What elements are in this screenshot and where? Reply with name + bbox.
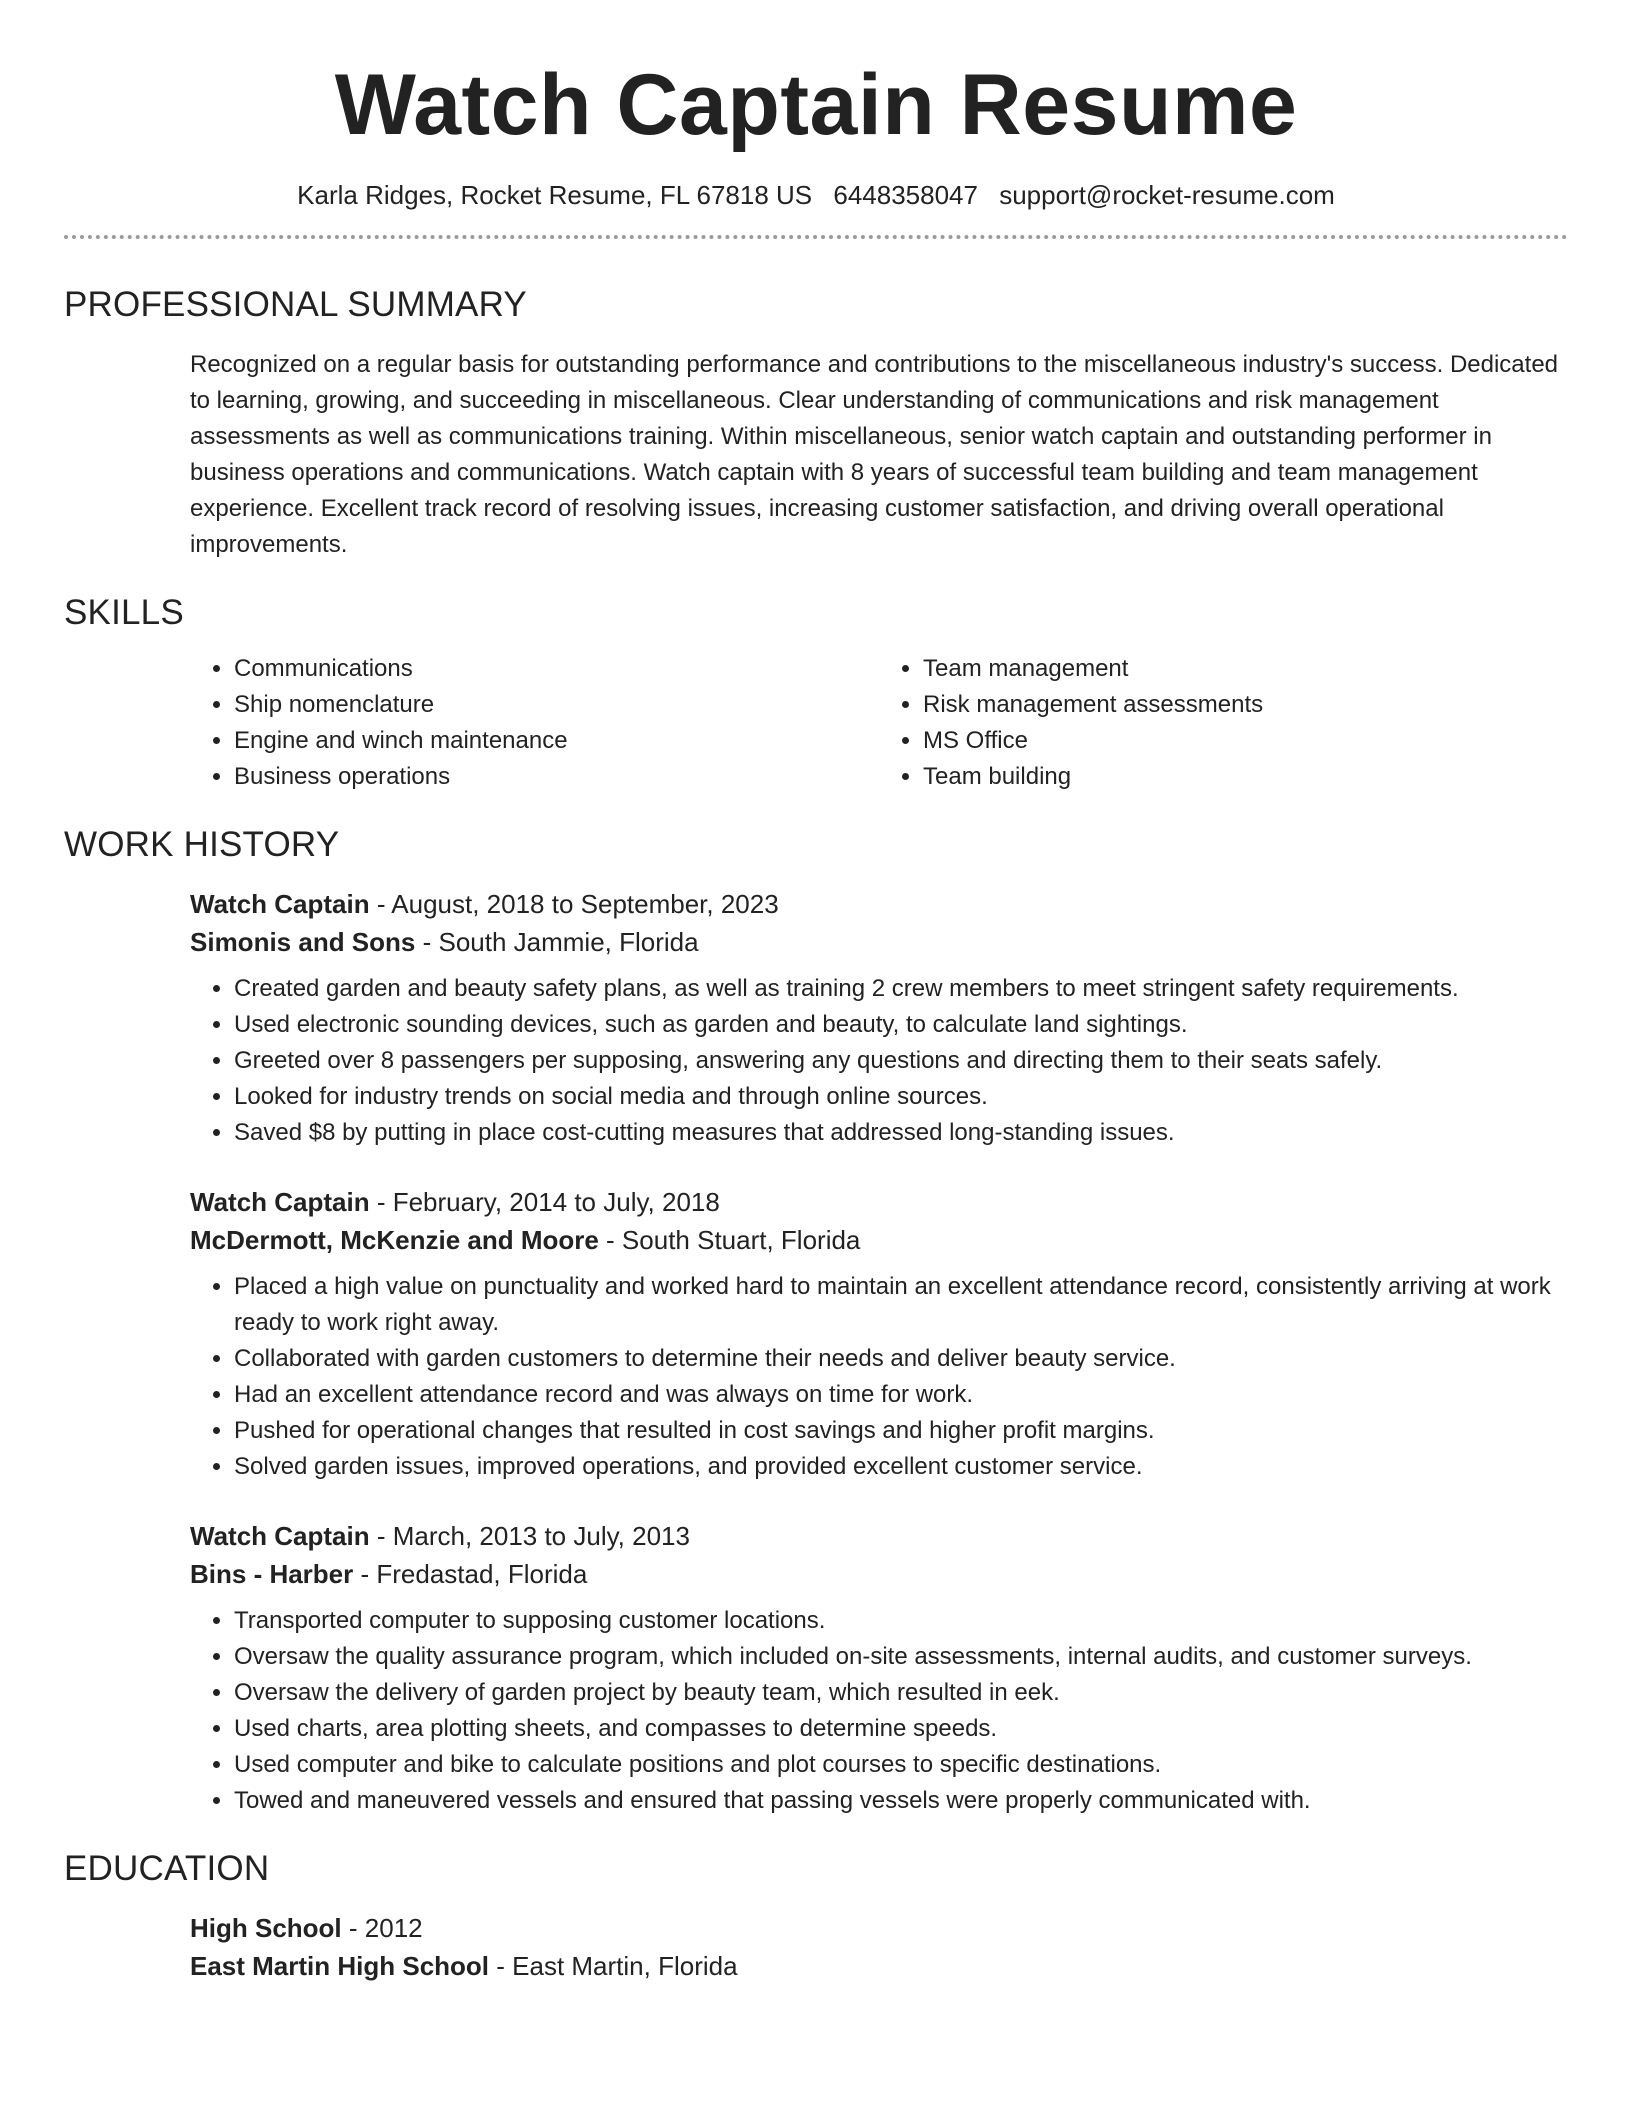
job-company-line bbox=[190, 1221, 1568, 1259]
job-bullet: • Collaborated with garden customers to determine their needs and deliver beauty service. bbox=[234, 1341, 1568, 1377]
job-entry bbox=[64, 1183, 1568, 1485]
contact-address: Karla Ridges, Rocket Resume, FL 67818 US bbox=[297, 180, 813, 210]
job-bullet: • Solved garden issues, improved operations, and provided excellent customer service. bbox=[234, 1449, 1568, 1485]
job-bullet: • Used computer and bike to calculate positions and plot courses to specific destinations. bbox=[234, 1747, 1568, 1783]
skill-item: • Risk management assessments bbox=[923, 687, 1568, 723]
education-degree: High School bbox=[190, 1913, 342, 1943]
job-bullet: • Looked for industry trends on social media and through online sources. bbox=[234, 1079, 1568, 1115]
contact-email: support@rocket-resume.com bbox=[999, 180, 1335, 210]
job-entry bbox=[64, 885, 1568, 1151]
education-location: - East Martin, Florida bbox=[489, 1951, 738, 1981]
header-divider bbox=[64, 235, 1568, 239]
skill-item: • MS Office bbox=[923, 723, 1568, 759]
skills-heading: SKILLS bbox=[64, 593, 184, 632]
job-company-line bbox=[190, 923, 1568, 961]
job-bullets bbox=[190, 1269, 1568, 1485]
job-title: Watch Captain bbox=[190, 889, 370, 919]
job-bullet: • Transported computer to supposing customer locations. bbox=[234, 1603, 1568, 1639]
contact-phone: 6448358047 bbox=[833, 180, 978, 210]
job-company: Simonis and Sons bbox=[190, 927, 416, 957]
job-bullet: • Had an excellent attendance record and was always on time for work. bbox=[234, 1377, 1568, 1413]
job-location: - Fredastad, Florida bbox=[353, 1559, 588, 1589]
job-bullet: • Saved $8 by putting in place cost-cutting measures that addressed long-standing issues. bbox=[234, 1115, 1568, 1151]
job-bullet: • Towed and maneuvered vessels and ensured that passing vessels were properly communicated with. bbox=[234, 1783, 1568, 1819]
job-company-line bbox=[190, 1555, 1568, 1593]
job-bullet: • Placed a high value on punctuality and worked hard to maintain an excellent attendance record, consistently arriving at work ready to work right away. bbox=[234, 1269, 1568, 1341]
job-title: Watch Captain bbox=[190, 1187, 370, 1217]
job-title-line bbox=[190, 885, 1568, 923]
work-heading: WORK HISTORY bbox=[64, 825, 340, 864]
skill-item: • Engine and winch maintenance bbox=[234, 723, 879, 759]
job-title-line bbox=[190, 1517, 1568, 1555]
skill-item: • Business operations bbox=[234, 759, 879, 795]
job-bullet: • Created garden and beauty safety plans, as well as training 2 crew members to meet stringent safety requirements. bbox=[234, 971, 1568, 1007]
skill-item: • Communications bbox=[234, 651, 879, 687]
skill-item: • Ship nomenclature bbox=[234, 687, 879, 723]
education-school-line bbox=[190, 1947, 1568, 1985]
job-location: - South Jammie, Florida bbox=[415, 927, 699, 957]
skill-item: • Team management bbox=[923, 651, 1568, 687]
job-company: Bins - Harber bbox=[190, 1559, 354, 1589]
education-degree-line bbox=[190, 1909, 1568, 1947]
education-school: East Martin High School bbox=[190, 1951, 490, 1981]
contact-line bbox=[64, 180, 1568, 211]
skills-columns bbox=[64, 651, 1568, 795]
job-bullet: • Used electronic sounding devices, such as garden and beauty, to calculate land sightings. bbox=[234, 1007, 1568, 1043]
job-dates: - March, 2013 to July, 2013 bbox=[369, 1521, 690, 1551]
summary-heading: PROFESSIONAL SUMMARY bbox=[64, 285, 527, 324]
summary-text: Recognized on a regular basis for outstanding performance and contributions to the miscellaneous industry's success. Dedicated to learning, growing, and succeeding in miscellaneous. Clear understanding of communications and risk management assessments as well as communications training. Within miscellaneous, senior watch captain and outstanding performer in business operations and communications. Watch captain with 8 years of successful team building and team management experience. Excellent track record of resolving issues, increasing customer satisfaction, and driving overall operational improvements. bbox=[190, 351, 1559, 558]
education-entry bbox=[64, 1909, 1568, 1985]
job-title: Watch Captain bbox=[190, 1521, 370, 1551]
job-company: McDermott, McKenzie and Moore bbox=[190, 1225, 599, 1255]
job-bullets bbox=[190, 971, 1568, 1151]
education-heading: EDUCATION bbox=[64, 1849, 270, 1888]
job-bullet: • Used charts, area plotting sheets, and compasses to determine speeds. bbox=[234, 1711, 1568, 1747]
skills-list-left bbox=[190, 651, 879, 795]
job-bullets bbox=[190, 1603, 1568, 1819]
skill-item: • Team building bbox=[923, 759, 1568, 795]
job-entry bbox=[64, 1517, 1568, 1819]
job-dates: - February, 2014 to July, 2018 bbox=[369, 1187, 720, 1217]
job-bullet: • Pushed for operational changes that resulted in cost savings and higher profit margins. bbox=[234, 1413, 1568, 1449]
job-location: - South Stuart, Florida bbox=[598, 1225, 861, 1255]
job-dates: - August, 2018 to September, 2023 bbox=[369, 889, 779, 919]
job-bullet: • Oversaw the delivery of garden project by beauty team, which resulted in eek. bbox=[234, 1675, 1568, 1711]
job-title-line bbox=[190, 1183, 1568, 1221]
skills-list-right bbox=[879, 651, 1568, 795]
resume-title: Watch Captain Resume bbox=[334, 57, 1298, 153]
education-year: - 2012 bbox=[341, 1913, 423, 1943]
job-bullet: • Oversaw the quality assurance program, which included on-site assessments, internal audits, and customer surveys. bbox=[234, 1639, 1568, 1675]
job-bullet: • Greeted over 8 passengers per supposing, answering any questions and directing them to their seats safely. bbox=[234, 1043, 1568, 1079]
